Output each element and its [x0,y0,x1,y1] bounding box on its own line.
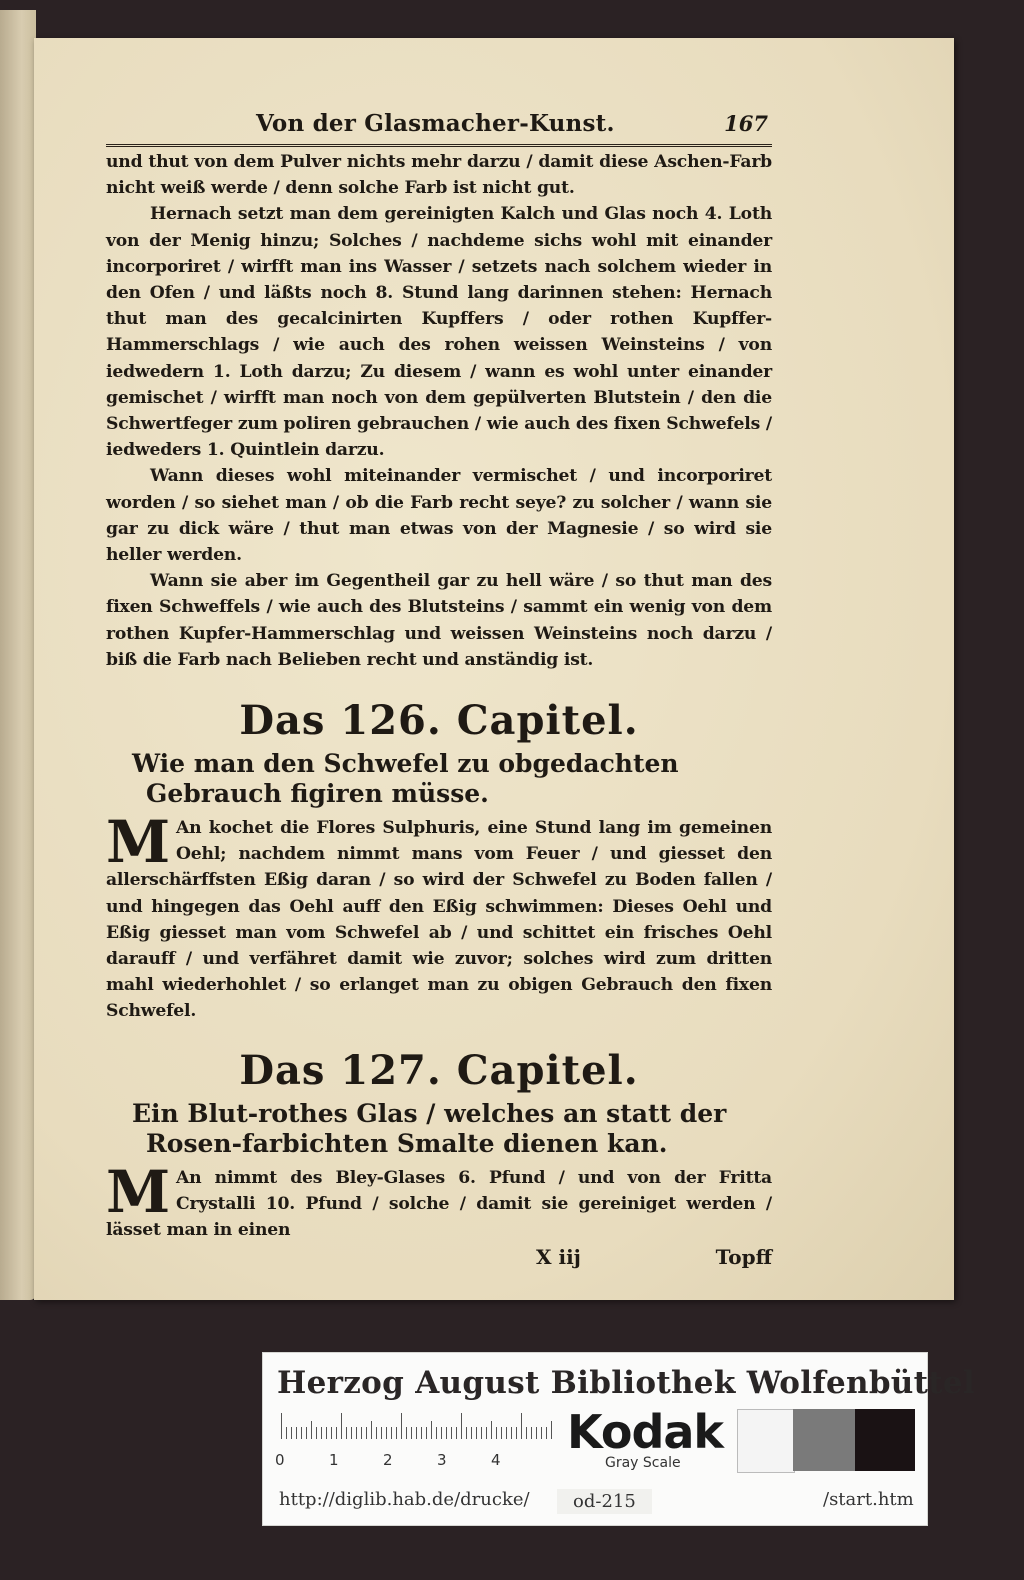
ruler-tick [316,1427,317,1439]
ruler-tick [356,1427,357,1439]
chapter-127-text: An nimmt des Bley-Glases 6. Pfund / und von der Fritta Crystalli 10. Pfund / solche / damit sie gereiniget werden / lässet man in einen [106,1167,772,1241]
chapter-126-body [106,808,772,1025]
ruler-tick [426,1427,427,1439]
ruler-tick [301,1427,302,1439]
ruler-tick [361,1427,362,1439]
ruler-tick [466,1427,467,1439]
ruler-tick [491,1421,492,1439]
ruler-tick [406,1427,407,1439]
tick-label: 2 [383,1451,393,1469]
ruler-tick [531,1427,532,1439]
ruler-scale [281,1413,553,1439]
tick-label: 0 [275,1451,285,1469]
catchline [106,1245,772,1269]
paragraph-3: Wann dieses wohl miteinander vermischet / und incorporiret worden / so siehet man / ob die Farb recht seye? zu solcher / wann sie gar zu dick wäre / thut man etwas von der Magnesie / so wird sie heller werden. [106,466,772,566]
ruler-tick [476,1427,477,1439]
chapter-127-heading: Das 127. Capitel. [239,1046,639,1094]
paragraph-4: Wann sie aber im Gegentheil gar zu hell wäre / so thut man des fixen Schweffels / wie auch des Blutsteins / sammt ein wenig von dem rothen Kupfer-Hammerschlag und weissen Weinsteins noch darzu / biß die Farb nach Belieben recht und anständig ist. [106,571,772,670]
black-patch [855,1409,915,1471]
ruler-tick [456,1427,457,1439]
ruler-tick [506,1427,507,1439]
chapter-126-subtitle: Wie man den Schwefel zu obgedachten Gebrauch figiren müsse. [132,749,679,809]
url-prefix: http://diglib.hab.de/drucke/ [279,1489,530,1510]
ruler-tick [331,1427,332,1439]
catchword: Topff [715,1245,772,1270]
ruler-tick [521,1413,522,1439]
ruler-tick [326,1427,327,1439]
ruler-tick [396,1427,397,1439]
ruler-tick [321,1427,322,1439]
white-patch [737,1409,795,1473]
ruler-tick [501,1427,502,1439]
ruler-tick [291,1427,292,1439]
ruler-tick [311,1421,312,1439]
head-rule [106,144,772,147]
tick-label: 4 [491,1451,501,1469]
ruler-tick [421,1427,422,1439]
ruler-tick [341,1413,342,1439]
color-calibration-label [262,1352,975,1526]
ruler-tick [496,1427,497,1439]
ruler-tick [481,1427,482,1439]
chapter-126-dropcap: M [106,808,171,877]
ruler-tick [346,1427,347,1439]
ruler-tick [381,1427,382,1439]
paragraph-1: und thut von dem Pulver nichts mehr darzu / damit diese Aschen-Farb nicht weiß werde / denn solche Farb ist nicht gut. [106,152,772,199]
ruler-tick [306,1427,307,1439]
ruler-tick [366,1427,367,1439]
ruler-tick [441,1427,442,1439]
ruler-tick [471,1427,472,1439]
shelfmark-code: od-215 [557,1489,652,1514]
signature-mark: X iij [536,1245,581,1270]
ruler-tick [436,1427,437,1439]
library-name: Herzog August Bibliothek Wolfenbüttel [277,1365,975,1401]
tick-label: 1 [329,1451,339,1469]
chapter-126-heading: Das 126. Capitel. [239,697,639,745]
ruler-tick [431,1421,432,1439]
paragraph-2: Hernach setzt man dem gereinigten Kalch und Glas noch 4. Loth von der Menig hinzu; Solches / nachdeme sichs wohl mit einander incorporiret / wirfft man ins Wasser / setzets nach solchem wieder in den Ofen / und läßts noch 8. Stund lang darinnen stehen: Hernach thut man des gecalcinirten Kupffers / oder rothen Kupffer-Hammerschlags / wie auch des rohen weissen Weinsteins / von iedwedern 1. Loth darzu; Zu diesem / wann es wohl unter einander gemischet / wirfft man noch von dem gepülverten Blutstein / den die Schwertfeger zum poliren gebrauchen / wie auch des fixen Schwefels / iedweders 1. Quintlein darzu. [106,204,772,461]
ruler-tick [546,1427,547,1439]
ruler-tick [401,1413,402,1439]
running-head [106,110,772,144]
ruler-tick [296,1427,297,1439]
chapter-127-body [106,1157,772,1244]
ruler-tick [536,1427,537,1439]
ruler-tick [376,1427,377,1439]
ruler-tick [281,1413,282,1439]
ruler-tick [511,1427,512,1439]
ruler-tick [416,1427,417,1439]
chapter-127-dropcap: M [106,1157,171,1226]
ruler-tick [391,1427,392,1439]
ruler-tick [446,1427,447,1439]
ruler-tick [541,1427,542,1439]
running-head-title: Von der Glasmacher-Kunst. [256,110,615,137]
ruler-tick [411,1427,412,1439]
gray-scale-caption: Gray Scale [605,1455,681,1471]
page-number: 167 [724,111,768,136]
url-suffix: /start.htm [823,1489,914,1510]
chapter-127-subtitle: Ein Blut-rothes Glas / welches an statt der Rosen-farbichten Smalte dienen kan. [132,1098,727,1158]
ruler-tick [551,1421,552,1439]
ruler-tick [371,1421,372,1439]
ruler-tick [286,1427,287,1439]
previous-page-edge [0,10,36,1300]
kodak-logo: Kodak [567,1405,723,1459]
ruler-tick [351,1427,352,1439]
chapter-126-text: An kochet die Flores Sulphuris, eine Stund lang im gemeinen Oehl; nachdem nimmt mans vom Feuer / und giesset den allerschärffsten Eßig daran / so wird der Schwefel zu Boden fallen / und hingegen das Oehl auff den Eßig schwimmen: Dieses Oehl und Eßig giesset man vom Schwefel ab / und schittet ein frisches Oehl darauff / und verfähret damit wie zuvor; solches wird zum dritten mahl wiederhohlet / so erlanget man zu obigen Gebrauch den fixen Schwefel. [106,818,772,1022]
page-text [106,110,772,1269]
ruler-tick [386,1427,387,1439]
ruler-tick [451,1427,452,1439]
ruler-tick-labels [275,1451,545,1469]
gray-patch [793,1409,855,1471]
ruler-tick [336,1427,337,1439]
ruler-tick [486,1427,487,1439]
ruler-tick [526,1427,527,1439]
tick-label: 3 [437,1451,447,1469]
ruler-tick [516,1427,517,1439]
ruler-tick [461,1413,462,1439]
